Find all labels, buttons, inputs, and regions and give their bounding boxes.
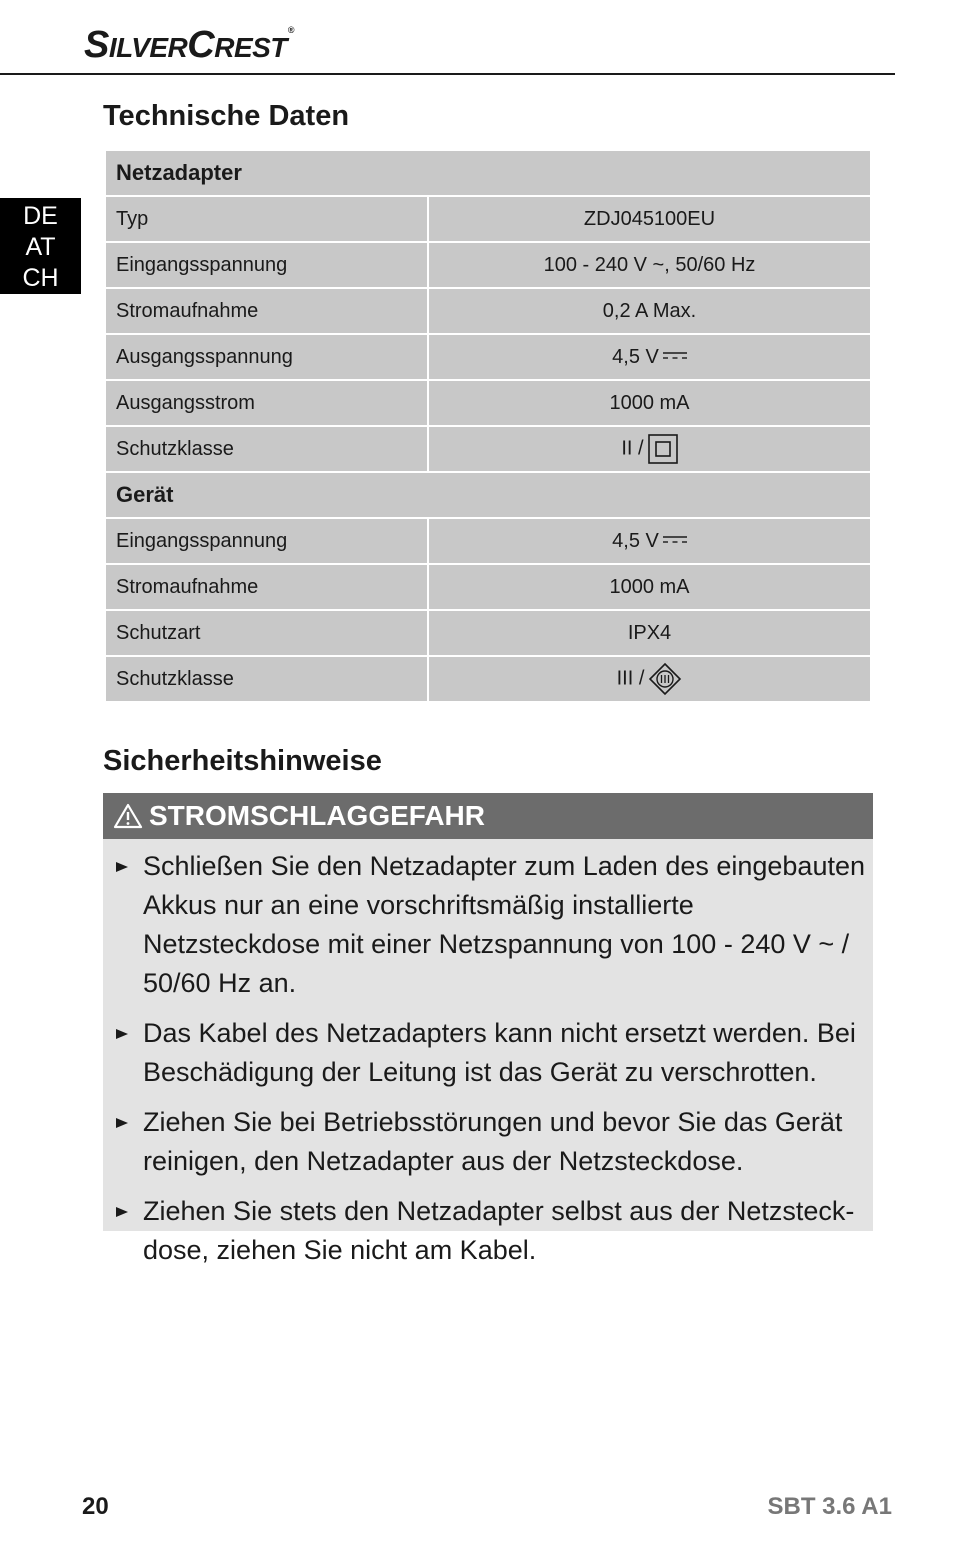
page-number: 20 [82,1493,109,1520]
safety-heading: Sicherheitshinweise [103,745,382,777]
table-row [105,380,871,426]
row-value: ZDJ045100EU [428,196,871,242]
row-value-cell [428,656,871,702]
safety-list [103,839,873,1270]
row-label: Eingangsspannung [105,518,428,564]
lang-de: DE [23,202,58,230]
list-item-text: Das Kabel des Netzadapters kann nicht ersetzt werden. Bei Beschädigung der Leitung ist das Gerät zu verschrotten. [143,1018,856,1087]
row-value: 100 - 240 V ~, 50/60 Hz [428,242,871,288]
header-rule [0,73,895,75]
table-row [105,610,871,656]
row-label: Schutzart [105,610,428,656]
table-row [105,518,871,564]
lang-at: AT [25,233,56,261]
bullet-arrow-icon [116,862,128,872]
language-tab [0,198,81,294]
list-item-text: Schließen Sie den Netzadapter zum Laden des eingebauten Akkus nur an eine vorschriftsmäßig installierte Netzsteckdose mit einer Netzspannung von 100 - 240 V ~ / 50/60 Hz an. [143,851,865,998]
row-value-cell [428,518,871,564]
brand-logo: SILVERCREST® [84,24,295,66]
table-section-row [105,150,871,196]
list-item [103,1192,873,1270]
row-label: Schutzklasse [105,656,428,702]
row-label: Eingangsspannung [105,242,428,288]
protection-class-ii-icon [648,434,678,464]
row-value-cell [428,426,871,472]
dc-symbol-icon [663,351,687,360]
list-item-text: Ziehen Sie bei Betriebsstörungen und bevor Sie das Gerät reinigen, den Netzadapter aus der Netzsteckdose. [143,1107,843,1176]
row-label: Ausgangsstrom [105,380,428,426]
row-value: 4,5 V [612,345,659,368]
list-item [103,847,873,1003]
bullet-arrow-icon [116,1207,128,1217]
row-value: II / [621,437,644,460]
dc-symbol-icon [663,535,687,544]
row-label: Schutzklasse [105,426,428,472]
row-label: Typ [105,196,428,242]
warning-header [103,793,873,839]
table-row [105,564,871,610]
section-netzadapter: Netzadapter [105,150,871,196]
row-value: 4,5 V [612,529,659,552]
row-value: III / [616,667,645,690]
row-label: Ausgangsspannung [105,334,428,380]
row-value: IPX4 [428,610,871,656]
list-item-text: Ziehen Sie stets den Netzadapter selbst aus der Netzsteck-dose, ziehen Sie nicht am Kabel. [143,1196,855,1265]
list-item [103,1103,873,1181]
protection-class-iii-icon [648,662,682,696]
technical-data-heading: Technische Daten [103,100,350,132]
model-name: SBT 3.6 A1 [767,1493,892,1520]
section-geraet: Gerät [105,472,871,518]
table-row [105,242,871,288]
row-value: 0,2 A Max. [428,288,871,334]
technical-data-table [104,149,872,703]
warning-box [103,793,873,1265]
warning-triangle-icon [113,803,143,829]
list-item [103,1014,873,1092]
table-row [105,656,871,702]
table-row [105,288,871,334]
row-label: Stromaufnahme [105,564,428,610]
row-value: 1000 mA [428,564,871,610]
bullet-arrow-icon [116,1118,128,1128]
table-row [105,426,871,472]
lang-ch: CH [22,264,59,292]
row-label: Stromaufnahme [105,288,428,334]
row-value-cell [428,334,871,380]
table-row [105,196,871,242]
row-value: 1000 mA [428,380,871,426]
table-section-row [105,472,871,518]
bullet-arrow-icon [116,1029,128,1039]
warning-title: STROMSCHLAGGEFAHR [149,800,485,831]
table-row [105,334,871,380]
